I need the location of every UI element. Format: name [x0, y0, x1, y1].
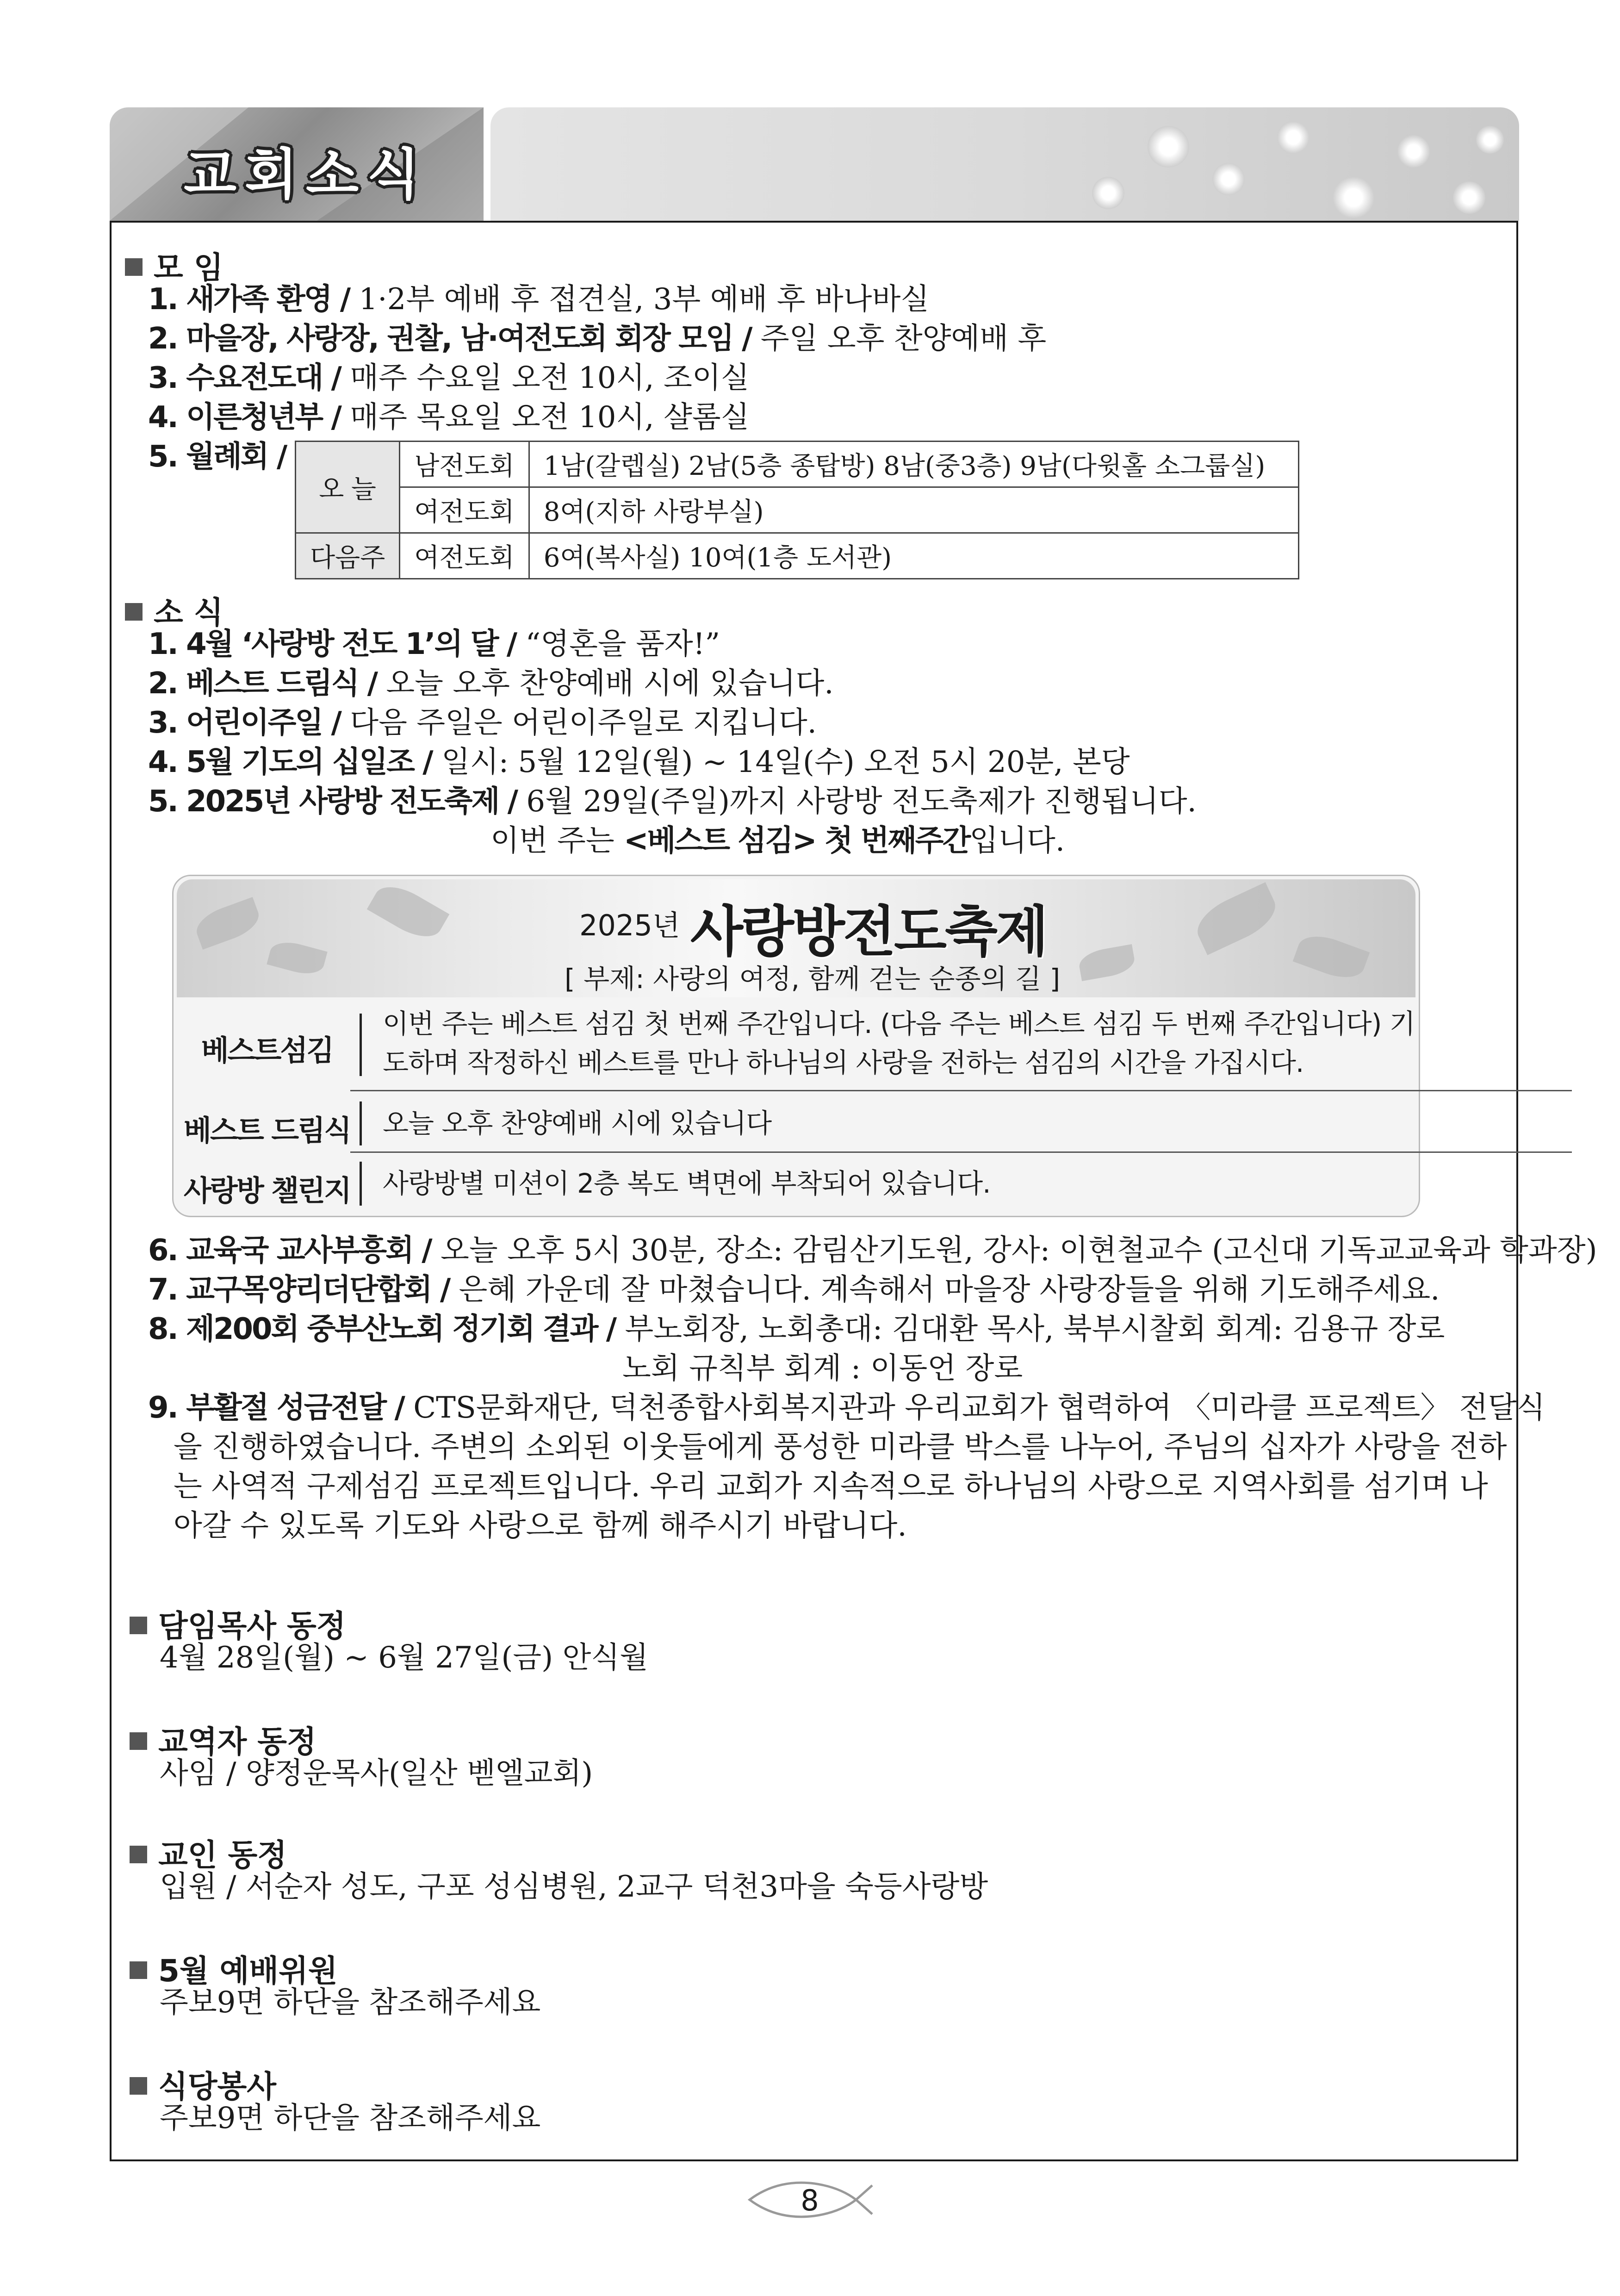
- place-cell: 6여(복사실) 10여(1층 도서관): [529, 533, 1298, 579]
- sosik-item-4: 4. 5월 기도의 십일조 / 일시: 5월 12일(월) ~ 14일(수) 오전 5시 20분, 본당: [148, 745, 1130, 779]
- row-label: 베스트 드림식: [184, 1114, 350, 1147]
- festival-title: 사랑방전도축제: [690, 900, 1047, 964]
- sosik-item-9-line: 는 사역적 구제섬김 프로젝트입니다. 우리 교회가 지속적으로 하나님의 사랑으로 지역사회를 섬기며 나: [174, 1469, 1488, 1504]
- moim-item-4: 4. 이른청년부 / 매주 목요일 오전 10시, 샬롬실: [148, 400, 750, 435]
- member-text: 입원 / 서순자 성도, 구포 성심병원, 2교구 덕천3마을 숙등사랑방: [160, 1870, 988, 1904]
- sosik-item-9-line: 을 진행하였습니다. 주변의 소외된 이웃들에게 풍성한 미라클 박스를 나누어, 주님의 십자가 사랑을 전하: [174, 1430, 1507, 1464]
- section-heading-worship: 5월 예배위원: [130, 1946, 338, 1990]
- sosik-item-5: 5. 2025년 사랑방 전도축제 / 6월 29일(주일)까지 사랑방 전도축제가 진행됩니다.: [148, 784, 1197, 819]
- group-cell: 여전도회: [400, 533, 529, 579]
- table-row: [296, 487, 1299, 533]
- festival-box: [172, 875, 1420, 1217]
- square-bullet-icon: [130, 2077, 147, 2095]
- festival-subtitle: [ 부제: 사랑의 여정, 함께 걷는 순종의 길 ]: [565, 963, 1061, 995]
- moim-item-2: 2. 마을장, 사랑장, 권찰, 남·여전도회 회장 모임 / 주일 오후 찬양예배 후: [148, 322, 1047, 356]
- group-cell: 여전도회: [400, 487, 529, 533]
- group-cell: 남전도회: [400, 442, 529, 487]
- section-heading-member: 교인 동정: [130, 1830, 287, 1874]
- next-week-label: 다음주: [296, 533, 400, 579]
- page-number: 8: [745, 2180, 875, 2220]
- sosik-item-2: 2. 베스트 드림식 / 오늘 오후 찬양예배 시에 있습니다.: [148, 666, 834, 701]
- place-cell: 8여(지하 사랑부실): [529, 487, 1298, 533]
- row-label: 베스트섬김: [201, 1033, 333, 1067]
- monthly-meeting-table: [295, 441, 1299, 579]
- table-row: [296, 533, 1299, 579]
- header-decoration: [490, 107, 1519, 221]
- row-text-line: 도하며 작정하신 베스트를 만나 하나님의 사랑을 전하는 섬김의 시간을 가집시다.: [383, 1047, 1304, 1078]
- pastor-text: 4월 28일(월) ~ 6월 27일(금) 안식월: [160, 1641, 648, 1675]
- sosik-item-5-line2: 이번 주는 <베스트 섬김> 첫 번째주간입니다.: [490, 824, 1065, 858]
- row-text-line: 이번 주는 베스트 섬김 첫 번째 주간입니다. (다음 주는 베스트 섬김 두 번째 주간입니다) 기: [383, 1008, 1415, 1039]
- row-label: 사랑방 챌린지: [184, 1174, 350, 1207]
- section-heading-kitchen: 식당봉사: [130, 2062, 276, 2106]
- square-bullet-icon: [130, 1732, 147, 1750]
- sosik-item-9-line: 아갈 수 있도록 기도와 사랑으로 함께 해주시기 바랍니다.: [174, 1509, 907, 1543]
- square-bullet-icon: [130, 1961, 147, 1979]
- sosik-item-1: 1. 4월 ‘사랑방 전도 1’의 달 / “영혼을 품자!”: [148, 627, 720, 661]
- section-heading-pastor: 담임목사 동정: [130, 1601, 346, 1645]
- sosik-item-8-line2: 노회 규칙부 회계 : 이동언 장로: [622, 1351, 1023, 1386]
- festival-year: 2025년: [579, 908, 680, 942]
- table-row: [296, 442, 1299, 487]
- festival-banner: [177, 879, 1415, 997]
- square-bullet-icon: [125, 258, 143, 276]
- header-title-block: [110, 107, 484, 221]
- section-heading-sosik: 소 식: [125, 588, 223, 632]
- sosik-item-9: 9. 부활절 성금전달 / CTS문화재단, 덕천종합사회복지관과 우리교회가 협력하여 〈미라클 프로젝트〉 전달식: [148, 1391, 1546, 1425]
- kitchen-text: 주보9면 하단을 참조해주세요: [160, 2101, 541, 2135]
- section-heading-minister: 교역자 동정: [130, 1717, 317, 1761]
- sosik-item-8: 8. 제200회 중부산노회 정기회 결과 / 부노회장, 노회총대: 김대환 목사, 북부시찰회 회계: 김용규 장로: [148, 1312, 1445, 1346]
- worship-text: 주보9면 하단을 참조해주세요: [160, 1985, 541, 2020]
- minister-text: 사임 / 양정운목사(일산 벧엘교회): [160, 1756, 593, 1791]
- today-label: 오 늘: [296, 442, 400, 533]
- sosik-item-6: 6. 교육국 교사부흥회 / 오늘 오후 5시 30분, 장소: 감림산기도원, 강사: 이현철교수 (고신대 기독교교육과 학과장): [148, 1233, 1597, 1268]
- square-bullet-icon: [130, 1617, 147, 1634]
- section-heading-moim: 모 임: [125, 243, 223, 287]
- sosik-item-3: 3. 어린이주일 / 다음 주일은 어린이주일로 지킵니다.: [148, 706, 817, 740]
- row-text-line: 오늘 오후 찬양예배 시에 있습니다: [383, 1108, 772, 1139]
- moim-item-3: 3. 수요전도대 / 매주 수요일 오전 10시, 조이실: [148, 361, 750, 395]
- festival-row-best-dream: [177, 1095, 1415, 1150]
- place-cell: 1남(갈렙실) 2남(5층 종탑방) 8남(중3층) 9남(다윗홀 소그룹실): [529, 442, 1298, 487]
- square-bullet-icon: [125, 603, 143, 621]
- moim-item-5: 5. 월례회 /: [148, 440, 286, 474]
- row-text-line: 사랑방별 미션이 2층 복도 벽면에 부착되어 있습니다.: [383, 1168, 991, 1199]
- sosik-item-7: 7. 교구목양리더단합회 / 은혜 가운데 잘 마쳤습니다. 계속해서 마을장 사랑장들을 위해 기도해주세요.: [148, 1273, 1440, 1307]
- moim-item-1: 1. 새가족 환영 / 1·2부 예배 후 접견실, 3부 예배 후 바나바실: [148, 282, 930, 317]
- festival-row-best-service: [177, 1004, 1415, 1085]
- page-title: 교회소식: [184, 143, 428, 206]
- festival-row-challenge: [177, 1155, 1415, 1210]
- square-bullet-icon: [130, 1846, 147, 1863]
